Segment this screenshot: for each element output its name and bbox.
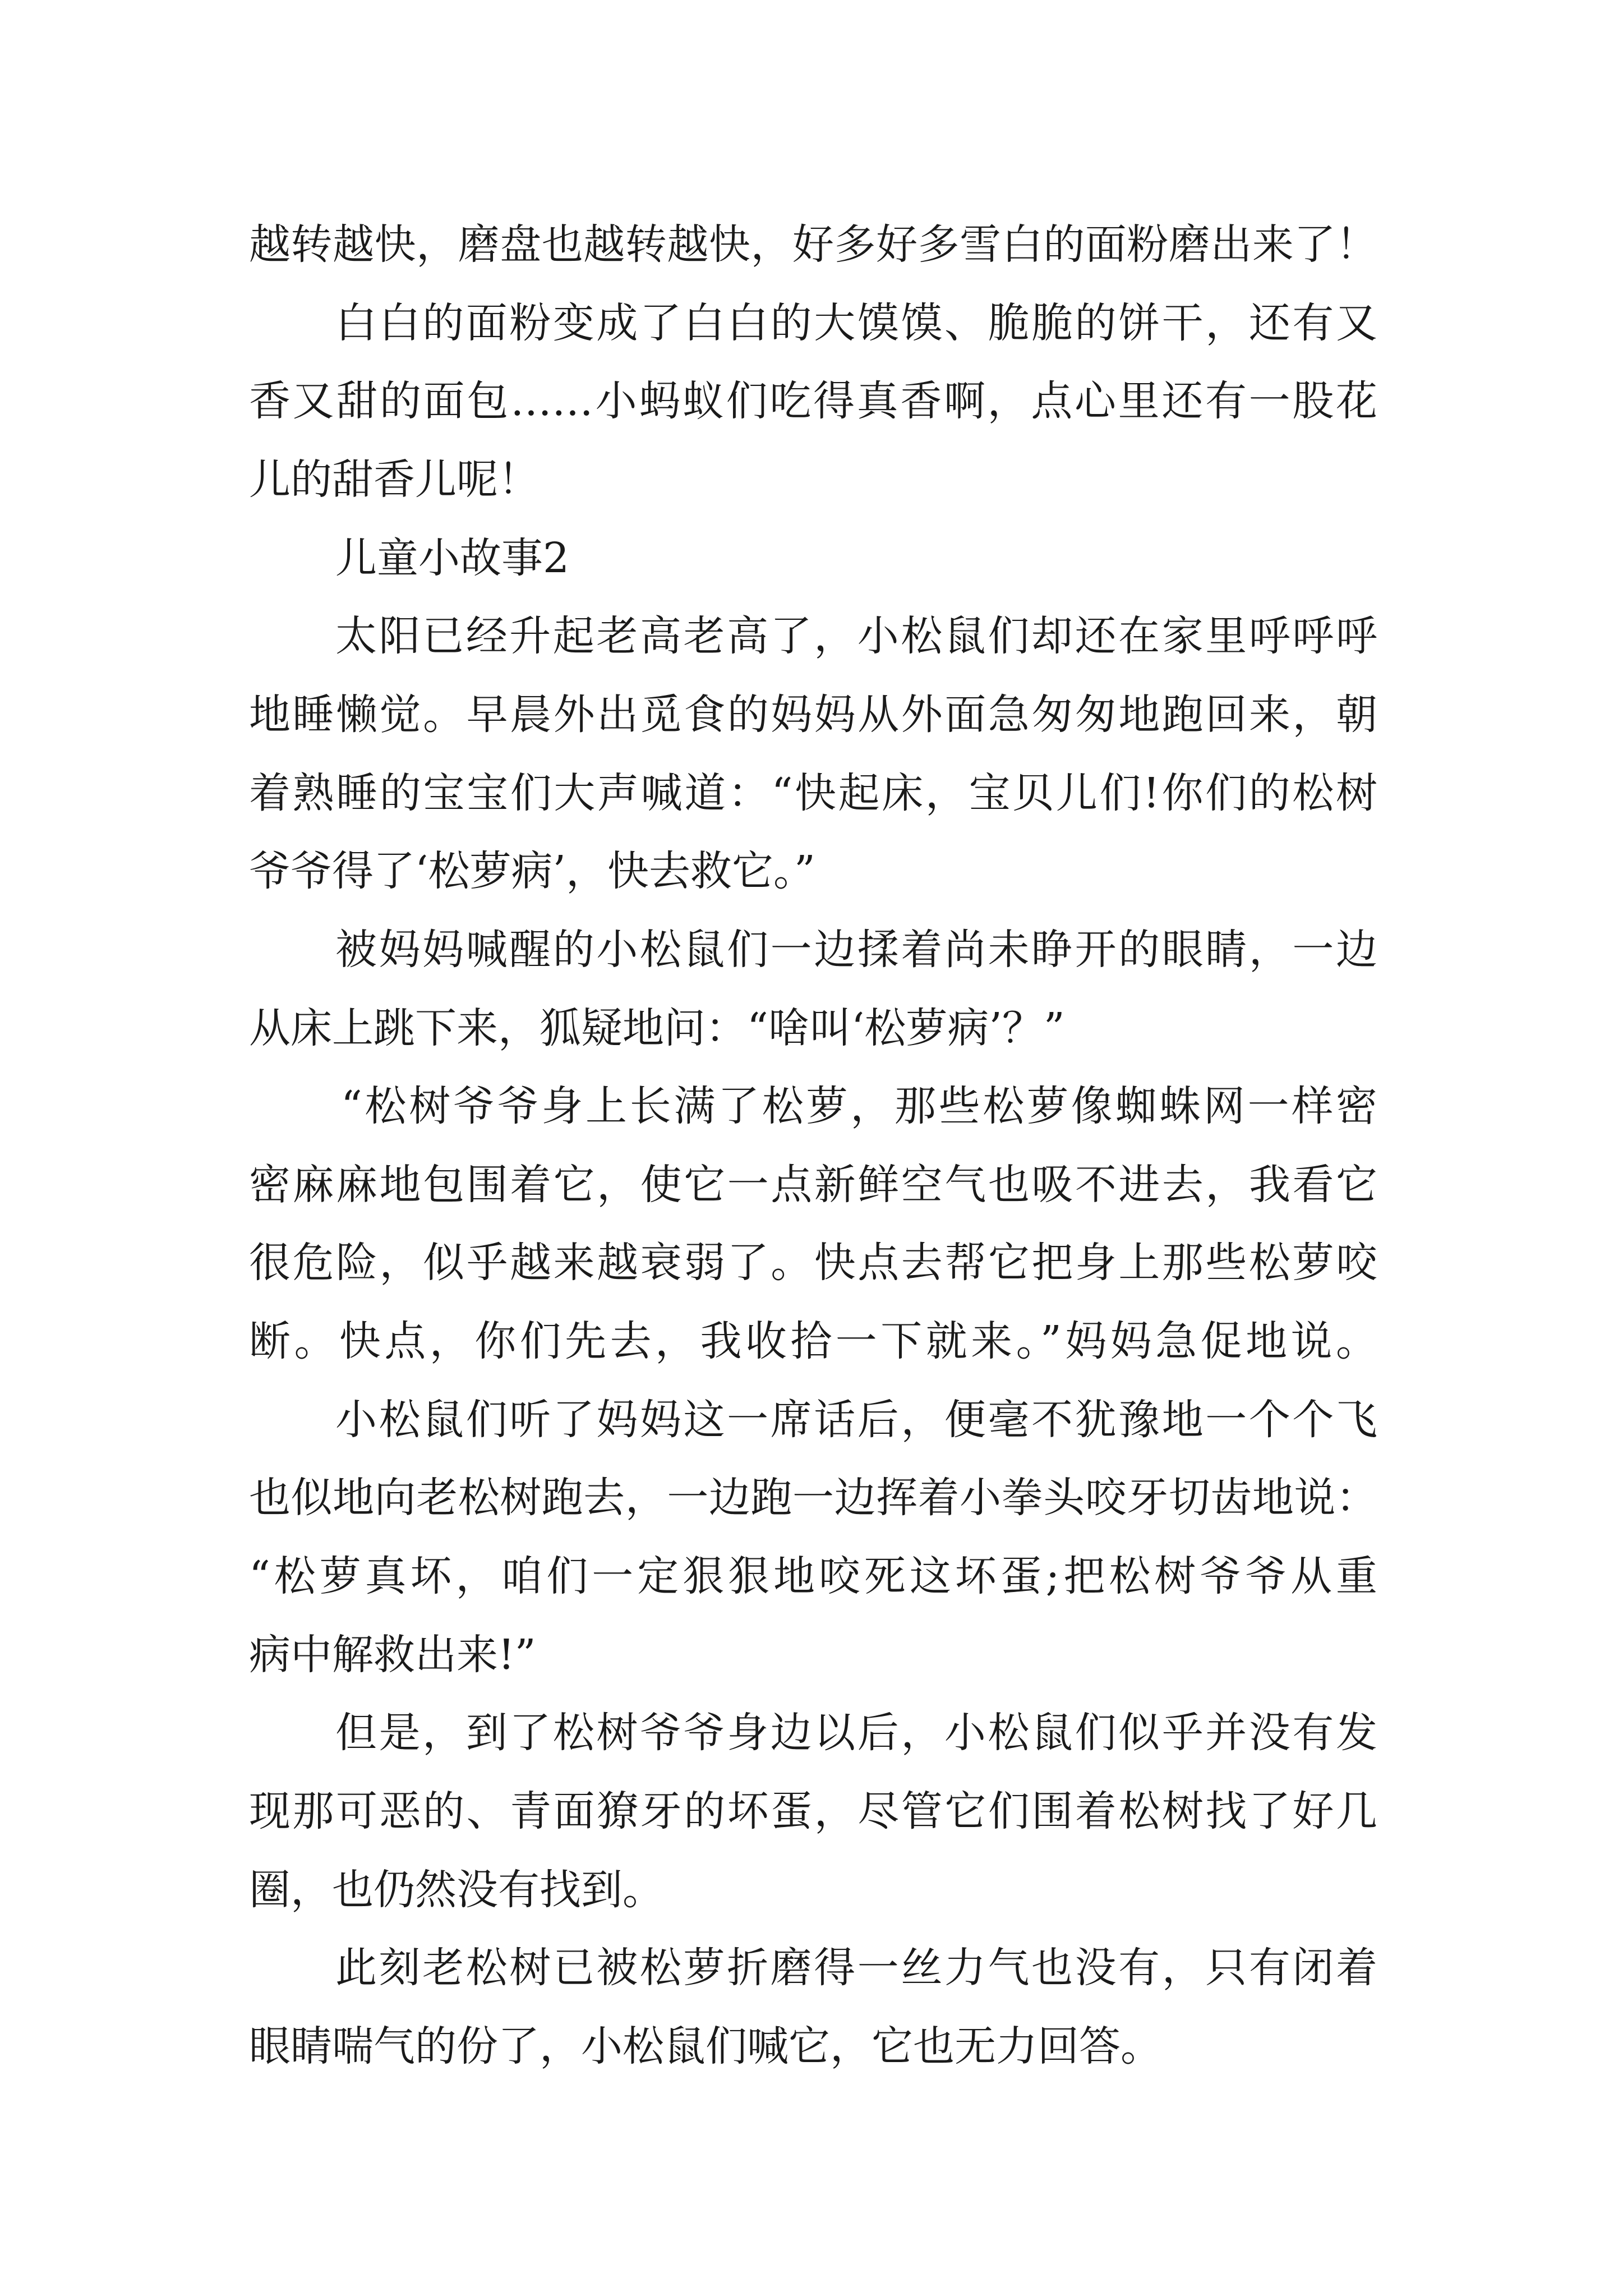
document-page: 越转越快，磨盘也越转越快，好多好多雪白的面粉磨出来了！ 白白的面粉变成了白白的大馍馍、脆脆的饼干，还有又 香又甜的面包……小蚂蚁们吃得真香啊，点心里还有一股花 儿的甜香儿呢！ 儿童小故事2 太阳已经升起老高老高了，小松鼠们却还在家里呼呼呼 地睡懒觉。早晨外出觅食的妈妈从外面急匆匆地跑回来，朝 着熟睡的宝宝们大声喊道：“快起床，宝贝儿们!你们的松树 爷爷得了‘松萝病’，快去救它。” 被妈妈喊醒的小松鼠们一边揉着尚未睁开的眼睛，一边 从床上跳下来，狐疑地问：“啥叫‘松萝病’？” “松树爷爷身上长满了松萝，那些松萝像蜘蛛网一样密 密麻麻地包围着它，使它一点新鲜空气也吸不进去，我看它 很危险，似乎越来越衰弱了。快点去帮它把身上那些松萝咬 断。快点，你们先去，我收拾一下就来。”妈妈急促地说。 小松鼠们听了妈妈这一席话后，便毫不犹豫地一个个飞 也似地向老松树跑去，一边跑一边挥着小拳头咬牙切齿地说： “松萝真坏，咱们一定狠狠地咬死这坏蛋;把松树爷爷从重 病中解救出来!” 但是，到了松树爷爷身边以后，小松鼠们似乎并没有发 现那可恶的、青面獠牙的坏蛋，尽管它们围着松树找了好几 圈，也仍然没有找到。 此刻老松树已被松萝折磨得一丝力气也没有，只有闭着 眼睛喘气的份了，小松鼠们喊它，它也无力回答。 <box>0 0 1623 2296</box>
